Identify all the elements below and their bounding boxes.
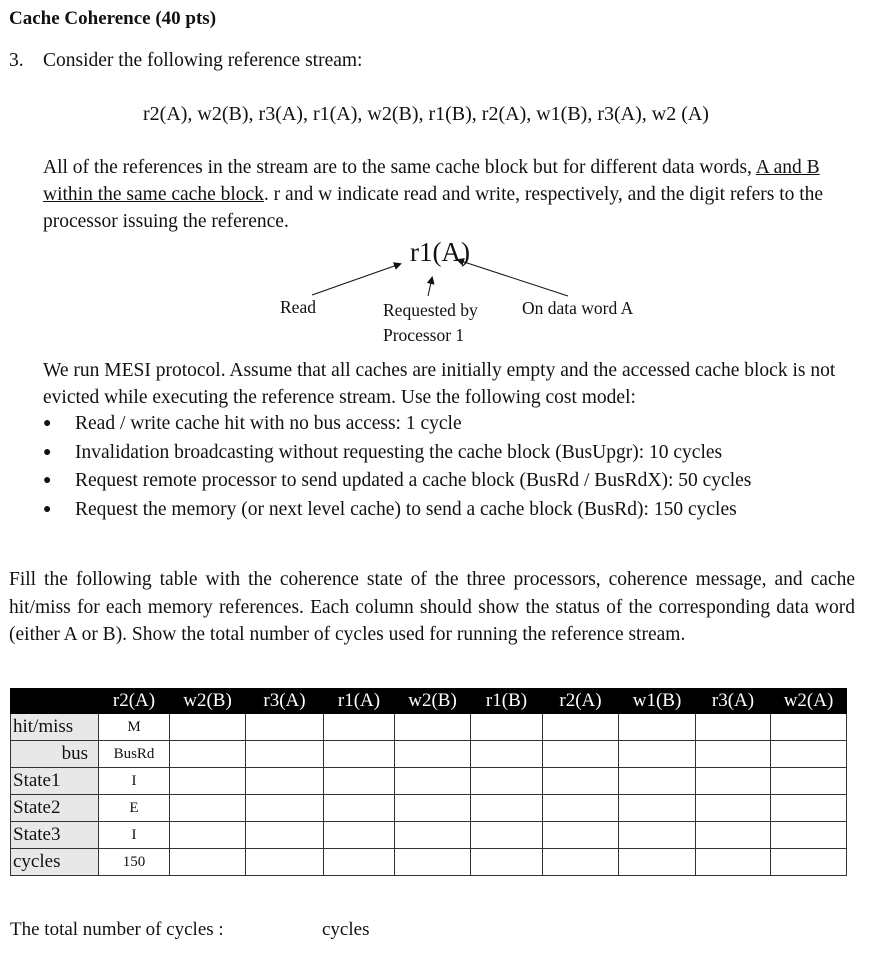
- table-cell-empty[interactable]: [170, 822, 246, 849]
- table-cell-empty[interactable]: [543, 714, 619, 741]
- table-cell-empty[interactable]: [696, 768, 771, 795]
- table-cell-empty[interactable]: [246, 822, 324, 849]
- table-cell-empty[interactable]: [324, 714, 395, 741]
- table-cell-empty[interactable]: [771, 768, 847, 795]
- table-cell-empty[interactable]: [170, 768, 246, 795]
- table-cell-empty[interactable]: [771, 795, 847, 822]
- row-label-cycles: cycles: [11, 849, 99, 876]
- table-row: [11, 768, 847, 795]
- table-cell-empty[interactable]: [471, 768, 543, 795]
- fill-instruction: Fill the following table with the coherence state of the three processors, coherence message, and cache hit/miss for each memory references. Each column should show the status of the corresponding data word (either A or B). Show the total number of cycles used for running the reference stream.: [9, 569, 855, 645]
- table-cell-empty[interactable]: [395, 768, 471, 795]
- table-cell-empty[interactable]: [696, 795, 771, 822]
- description-text-a: All of the references in the stream are to the same cache block but for different data words,: [43, 157, 756, 178]
- list-item: [43, 439, 751, 468]
- cost-model-list: [43, 410, 751, 524]
- arrow-data-word: [458, 260, 568, 296]
- section-title: Cache Coherence (40 pts): [9, 8, 217, 29]
- table-cell-empty[interactable]: [246, 714, 324, 741]
- table-cell-empty[interactable]: [246, 795, 324, 822]
- arrow-processor: [428, 278, 432, 296]
- row-label-state3: State3: [11, 822, 99, 849]
- table-cell-empty[interactable]: [471, 795, 543, 822]
- table-cell-empty[interactable]: [696, 822, 771, 849]
- column-header: r1(B): [471, 689, 543, 714]
- bullet-icon: ●: [43, 501, 52, 517]
- bullet-icon: ●: [43, 473, 52, 488]
- diagram-label-read: Read: [280, 297, 316, 317]
- table-cell-empty[interactable]: [170, 714, 246, 741]
- column-header: r2(A): [99, 689, 170, 714]
- arrow-read: [312, 264, 400, 295]
- diagram-arrows: [0, 0, 874, 340]
- description-underlined: A and B within the same cache block: [43, 157, 820, 205]
- column-header: r3(A): [696, 689, 771, 714]
- total-cycles-input[interactable]: [258, 915, 320, 943]
- table-header-row: [11, 689, 847, 714]
- table-corner: [11, 689, 99, 714]
- diagram-label-requested-by: Requested by: [383, 300, 478, 320]
- table-cell-empty[interactable]: [619, 741, 696, 768]
- diagram-label-data-word: On data word A: [522, 298, 634, 318]
- table-cell-empty[interactable]: [471, 714, 543, 741]
- table-cell-empty[interactable]: [395, 849, 471, 876]
- table-cell-empty[interactable]: [619, 795, 696, 822]
- table-cell-empty[interactable]: [543, 795, 619, 822]
- table-cell: BusRd: [99, 741, 170, 768]
- table-cell-empty[interactable]: [395, 714, 471, 741]
- total-cycles-unit: cycles: [322, 919, 370, 940]
- table-cell-empty[interactable]: [170, 795, 246, 822]
- diagram-label-requested: [383, 298, 513, 348]
- table-cell-empty[interactable]: [471, 849, 543, 876]
- row-label-state2: State2: [11, 795, 99, 822]
- column-header: w1(B): [619, 689, 696, 714]
- coherence-table: [10, 688, 847, 876]
- table-cell-empty[interactable]: [543, 849, 619, 876]
- table-cell-empty[interactable]: [619, 849, 696, 876]
- table-row: [11, 822, 847, 849]
- protocol-paragraph: We run MESI protocol. Assume that all caches are initially empty and the accessed cache block is not evicted while executing the reference stream. Use the following cost model:: [43, 360, 836, 408]
- column-header: r1(A): [324, 689, 395, 714]
- table-cell: E: [99, 795, 170, 822]
- bullet-icon: ●: [43, 444, 52, 460]
- table-cell-empty[interactable]: [543, 768, 619, 795]
- table-cell-empty[interactable]: [619, 822, 696, 849]
- bullet-icon: ●: [43, 416, 52, 431]
- table-cell-empty[interactable]: [395, 795, 471, 822]
- table-cell-empty[interactable]: [170, 741, 246, 768]
- row-label-bus: bus: [11, 741, 99, 768]
- column-header: r2(A): [543, 689, 619, 714]
- column-header: w2(B): [395, 689, 471, 714]
- cost-model-item: Request the memory (or next level cache) to send a cache block (BusRd): 150 cycles: [75, 498, 737, 520]
- total-cycles-label: The total number of cycles :: [10, 919, 224, 940]
- table-cell-empty[interactable]: [771, 741, 847, 768]
- cost-model-item: Request remote processor to send updated a cache block (BusRd / BusRdX): 50 cycles: [75, 470, 752, 491]
- diagram-label-processor: Processor 1: [383, 325, 465, 345]
- table-cell-empty[interactable]: [771, 822, 847, 849]
- table-cell-empty[interactable]: [324, 795, 395, 822]
- table-cell-empty[interactable]: [324, 822, 395, 849]
- column-header: w2(B): [170, 689, 246, 714]
- question-text: Consider the following reference stream:: [43, 50, 363, 71]
- diagram-token: r1(A): [410, 237, 470, 267]
- table-cell-empty[interactable]: [324, 741, 395, 768]
- table-cell-empty[interactable]: [543, 822, 619, 849]
- table-cell-empty[interactable]: [471, 741, 543, 768]
- table-cell-empty[interactable]: [324, 849, 395, 876]
- table-cell-empty[interactable]: [246, 849, 324, 876]
- row-label-hit-miss: hit/miss: [11, 714, 99, 741]
- table-cell: M: [99, 714, 170, 741]
- row-label-state1: State1: [11, 768, 99, 795]
- table-cell-empty[interactable]: [771, 714, 847, 741]
- reference-stream: r2(A), w2(B), r3(A), r1(A), w2(B), r1(B), r2(A), w1(B), r3(A), w2 (A): [143, 103, 709, 125]
- description-text-b: . r and w indicate read and write, respectively, and the digit refers to the processor issuing the reference.: [43, 184, 824, 232]
- table-row: [11, 849, 847, 876]
- list-item: [43, 467, 751, 496]
- table-cell-empty[interactable]: [696, 714, 771, 741]
- table-row: [11, 714, 847, 741]
- table-cell-empty[interactable]: [696, 849, 771, 876]
- table-cell-empty[interactable]: [619, 768, 696, 795]
- table-cell-empty[interactable]: [771, 849, 847, 876]
- table-row: [11, 795, 847, 822]
- table-cell-empty[interactable]: [246, 741, 324, 768]
- table-cell: I: [99, 822, 170, 849]
- question-number: 3.: [9, 50, 24, 71]
- table-cell-empty[interactable]: [324, 768, 395, 795]
- table-cell-empty[interactable]: [543, 741, 619, 768]
- table-cell-empty[interactable]: [246, 768, 324, 795]
- cost-model-item: Invalidation broadcasting without requesting the cache block (BusUpgr): 10 cycles: [75, 441, 723, 463]
- table-cell-empty[interactable]: [471, 822, 543, 849]
- cost-model-item: Read / write cache hit with no bus access: 1 cycle: [75, 413, 462, 434]
- list-item: [43, 410, 751, 439]
- table-cell-empty[interactable]: [395, 822, 471, 849]
- table-cell-empty[interactable]: [170, 849, 246, 876]
- table-cell-empty[interactable]: [395, 741, 471, 768]
- table-cell-empty[interactable]: [696, 741, 771, 768]
- list-item: [43, 496, 751, 525]
- table-cell-empty[interactable]: [619, 714, 696, 741]
- column-header: w2(A): [771, 689, 847, 714]
- column-header: r3(A): [246, 689, 324, 714]
- table-cell: I: [99, 768, 170, 795]
- table-cell: 150: [99, 849, 170, 876]
- table-row: [11, 741, 847, 768]
